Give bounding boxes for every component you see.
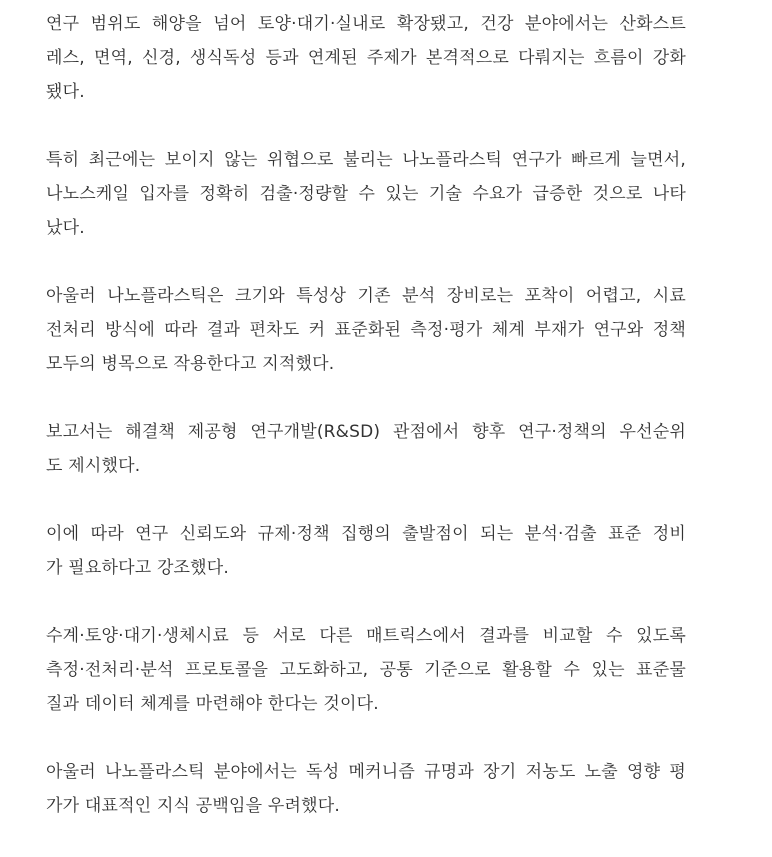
text-line: 수계·토양·대기·생체시료 등 서로 다른 매트릭스에서 결과를 비교할 수 있도록 <box>46 626 686 646</box>
text-line: 아울러 나노플라스틱 분야에서는 독성 메커니즘 규명과 장기 저농도 노출 영향 평 <box>46 762 686 782</box>
text-line: 전처리 방식에 따라 결과 편차도 커 표준화된 측정·평가 체계 부재가 연구와 정책 <box>46 320 686 340</box>
text-line: 모두의 병목으로 작용한다고 지적했다. <box>46 354 335 374</box>
paragraph-7 <box>46 755 686 823</box>
text-line: 연구 범위도 해양을 넘어 토양·대기·실내로 확장됐고, 건강 분야에서는 산화스트 <box>46 14 686 34</box>
text-line: 됐다. <box>46 82 85 102</box>
paragraph-2 <box>46 143 686 245</box>
text-line: 가 필요하다고 강조했다. <box>46 558 230 578</box>
text-line: 났다. <box>46 218 85 238</box>
text-line: 이에 따라 연구 신뢰도와 규제·정책 집행의 출발점이 되는 분석·검출 표준 정비 <box>46 524 686 544</box>
text-line: 도 제시했다. <box>46 456 141 476</box>
paragraph-4 <box>46 415 686 483</box>
text-line: 가가 대표적인 지식 공백임을 우려했다. <box>46 796 340 816</box>
text-line: 보고서는 해결책 제공형 연구개발(R&SD) 관점에서 향후 연구·정책의 우선순위 <box>46 422 686 442</box>
paragraph-6 <box>46 619 686 721</box>
text-line: 레스, 면역, 신경, 생식독성 등과 연계된 주제가 본격적으로 다뤄지는 흐름이 강화 <box>46 48 686 68</box>
text-line: 질과 데이터 체계를 마련해야 한다는 것이다. <box>46 694 379 714</box>
text-line: 특히 최근에는 보이지 않는 위협으로 불리는 나노플라스틱 연구가 빠르게 늘면서, <box>46 150 686 170</box>
paragraph-3 <box>46 279 686 381</box>
article-body <box>46 7 686 857</box>
paragraph-1 <box>46 7 686 109</box>
text-line: 나노스케일 입자를 정확히 검출·정량할 수 있는 기술 수요가 급증한 것으로 나타 <box>46 184 686 204</box>
paragraph-5 <box>46 517 686 585</box>
text-line: 측정·전처리·분석 프로토콜을 고도화하고, 공통 기준으로 활용할 수 있는 표준물 <box>46 660 686 680</box>
text-line: 아울러 나노플라스틱은 크기와 특성상 기존 분석 장비로는 포착이 어렵고, 시료 <box>46 286 686 306</box>
